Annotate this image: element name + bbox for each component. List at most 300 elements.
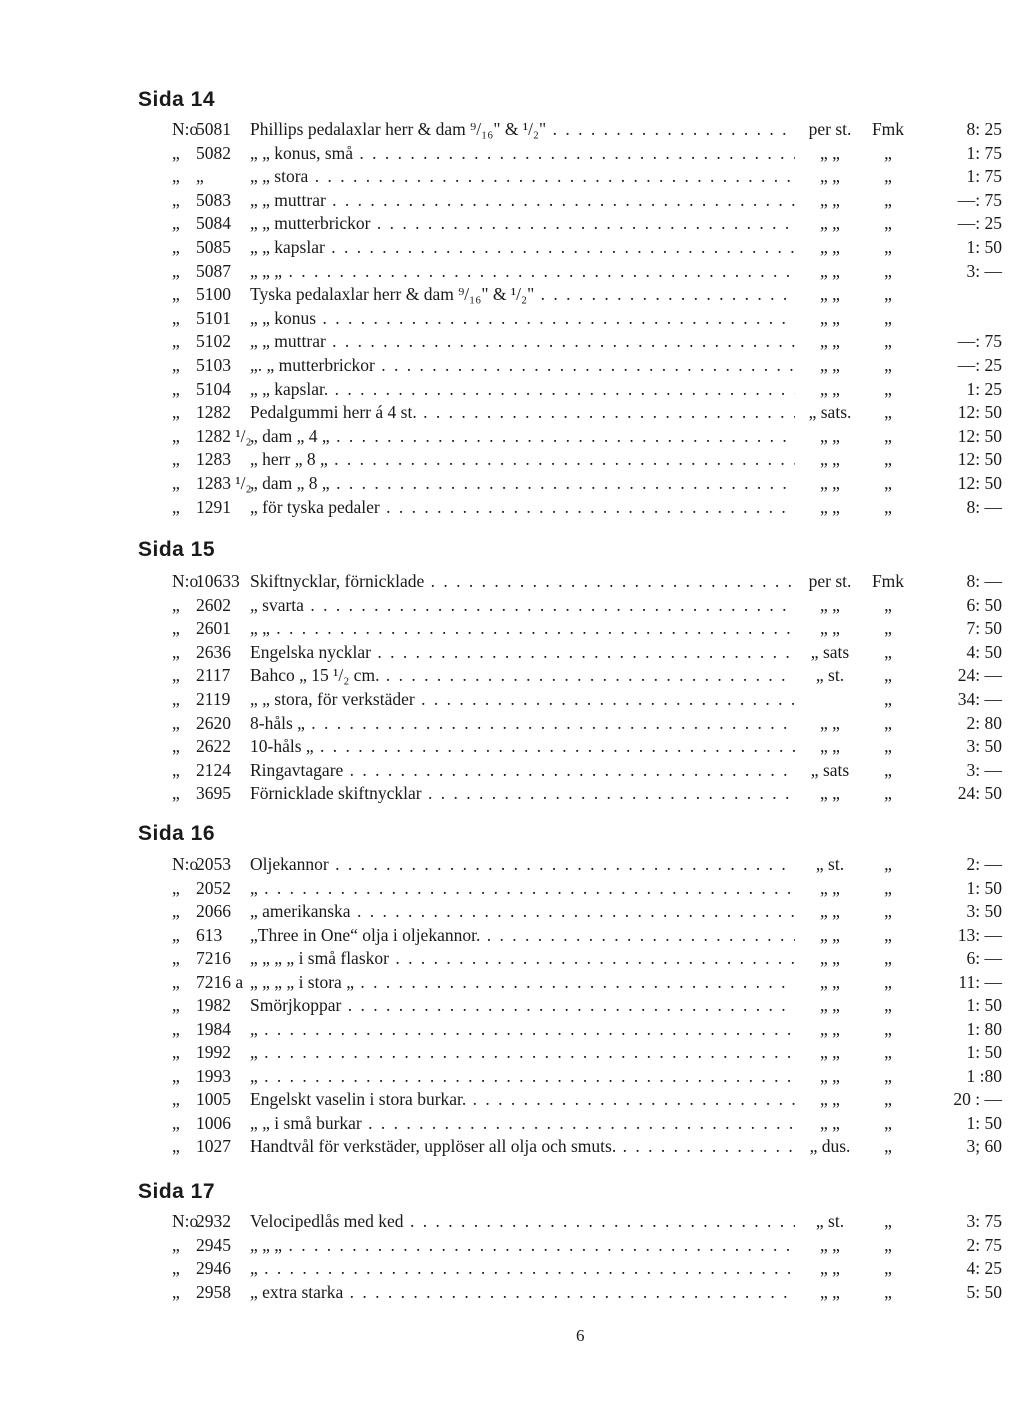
currency: „ (884, 1282, 892, 1302)
item-description: „ herr „ 8 „ . . . (250, 448, 795, 471)
price: 3: — (966, 261, 1002, 281)
row-prefix: „ (172, 379, 180, 399)
currency: „ (884, 713, 892, 733)
currency: „ (884, 854, 892, 874)
currency: „ (884, 972, 892, 992)
currency: „ (884, 995, 892, 1015)
item-description: „ dam „ 8 „ . . . (250, 472, 795, 495)
price: 6: 50 (966, 595, 1002, 615)
price: 1: 75 (966, 166, 1002, 186)
unit: „ „ (820, 284, 840, 304)
currency: „ (884, 261, 892, 281)
row-prefix: „ (172, 166, 180, 186)
row-prefix: „ (172, 783, 180, 803)
price: 1: 50 (966, 995, 1002, 1015)
article-number: 5101 (196, 308, 231, 328)
item-description: Smörjkoppar . . . (250, 994, 795, 1017)
unit: „ sats (810, 642, 850, 662)
currency: „ (884, 595, 892, 615)
article-number: 7216 (196, 948, 231, 968)
row-prefix: „ (172, 665, 180, 685)
unit: „ „ (820, 972, 840, 992)
unit: „ „ (820, 1282, 840, 1302)
unit: „ „ (820, 379, 840, 399)
row-prefix: „ (172, 237, 180, 257)
currency: „ (884, 355, 892, 375)
row-prefix: „ (172, 426, 180, 446)
price-row (0, 425, 1024, 448)
price: 1: 25 (966, 379, 1002, 399)
price-row (0, 664, 1024, 687)
price-row (0, 142, 1024, 165)
row-prefix: „ (172, 331, 180, 351)
currency: „ (884, 1136, 892, 1156)
price: 1: 50 (966, 237, 1002, 257)
unit: „ „ (820, 143, 840, 163)
item-description: „ „ kapslar. . . . (250, 378, 795, 401)
item-description: „ „ „ . . . (250, 1234, 795, 1257)
item-description: Ringavtagare . . . (250, 759, 795, 782)
page-number: 6 (576, 1326, 585, 1345)
unit: „ dus. (809, 1136, 851, 1156)
unit: „ „ (820, 783, 840, 803)
price-row (0, 165, 1024, 188)
row-prefix: „ (172, 190, 180, 210)
article-number: 7216 a (196, 972, 244, 992)
item-description: „ „ „ . . . (250, 260, 795, 283)
row-prefix: „ (172, 308, 180, 328)
price-row (0, 496, 1024, 519)
article-number: 1993 (196, 1066, 231, 1086)
article-number: 5085 (196, 237, 231, 257)
article-number: 2945 (196, 1235, 231, 1255)
item-description: „ . . . (250, 877, 795, 900)
price: —: 75 (957, 331, 1002, 351)
item-description: „ „ muttrar . . . (250, 189, 795, 212)
currency: Fmk (871, 571, 905, 591)
price-row (0, 924, 1024, 947)
row-prefix: „ (172, 1282, 180, 1302)
row-prefix: „ (172, 972, 180, 992)
article-number: 3695 (196, 783, 231, 803)
article-number: 5100 (196, 284, 231, 304)
article-number: 1006 (196, 1113, 231, 1133)
unit: „ „ (820, 713, 840, 733)
unit: „ „ (820, 948, 840, 968)
price-row (0, 594, 1024, 617)
item-description: „ „ stora . . . (250, 165, 795, 188)
row-prefix: „ (172, 901, 180, 921)
price-row (0, 283, 1024, 306)
item-description: „ . . . (250, 1041, 795, 1064)
article-number: 5082 (196, 143, 231, 163)
price-row (0, 1135, 1024, 1158)
unit: „ st. (815, 1211, 845, 1231)
article-number: 1283 (196, 449, 231, 469)
unit: „ st. (815, 854, 845, 874)
article-number: 2066 (196, 901, 231, 921)
unit: „ „ (820, 331, 840, 351)
article-number: 1005 (196, 1089, 231, 1109)
currency: „ (884, 1211, 892, 1231)
section-heading: Sida 15 (138, 538, 216, 561)
row-prefix: „ (172, 925, 180, 945)
unit: „ „ (820, 1042, 840, 1062)
price-row (0, 617, 1024, 640)
unit: „ „ (820, 308, 840, 328)
unit: „ „ (820, 473, 840, 493)
price-row (0, 853, 1024, 876)
row-prefix: „ (172, 689, 180, 709)
unit: „ „ (820, 1089, 840, 1109)
price-row (0, 472, 1024, 495)
price-row (0, 212, 1024, 235)
article-number: 1982 (196, 995, 231, 1015)
unit: „ „ (820, 925, 840, 945)
row-prefix: „ (172, 284, 180, 304)
price: 4: 25 (966, 1258, 1002, 1278)
item-description: Pedalgummi herr á 4 st. . . . (250, 401, 795, 424)
price: 5: 50 (966, 1282, 1002, 1302)
item-description: 8-håls „ . . . (250, 712, 795, 735)
item-description: „ svarta . . . (250, 594, 795, 617)
item-description: „ „ . . . (250, 617, 795, 640)
price: 12: 50 (957, 402, 1002, 422)
article-number: 5083 (196, 190, 231, 210)
currency: „ (884, 689, 892, 709)
item-description: „ „ konus, små . . . (250, 142, 795, 165)
price-row (0, 900, 1024, 923)
article-number: 1027 (196, 1136, 231, 1156)
unit: „ „ (820, 1113, 840, 1133)
currency: „ (884, 1258, 892, 1278)
price-row (0, 782, 1024, 805)
row-prefix: „ (172, 595, 180, 615)
price-row (0, 570, 1024, 593)
article-number: 2958 (196, 1282, 231, 1302)
price-row (0, 330, 1024, 353)
price: 3; 60 (966, 1136, 1002, 1156)
currency: Fmk (871, 119, 905, 139)
price: 2: — (966, 854, 1002, 874)
price: 12: 50 (957, 473, 1002, 493)
currency: „ (884, 497, 892, 517)
row-prefix: „ (172, 1042, 180, 1062)
price: 34: — (957, 689, 1002, 709)
price-row (0, 994, 1024, 1017)
article-number: 5081 (196, 119, 231, 139)
unit: „ „ (820, 213, 840, 233)
item-description: „ extra starka . . . (250, 1281, 795, 1304)
article-number: 1283 ¹/₂ (196, 473, 252, 493)
price-row (0, 688, 1024, 711)
unit: „ „ (820, 237, 840, 257)
price-row (0, 1018, 1024, 1041)
row-prefix: „ (172, 760, 180, 780)
unit: „ st. (815, 665, 845, 685)
article-number: 2601 (196, 618, 231, 638)
price: 3: 50 (966, 901, 1002, 921)
article-number: 2946 (196, 1258, 231, 1278)
price: 1: 50 (966, 1113, 1002, 1133)
unit: „ „ (820, 497, 840, 517)
price-row (0, 1112, 1024, 1135)
unit: „ „ (820, 449, 840, 469)
row-prefix: „ (172, 713, 180, 733)
currency: „ (884, 1113, 892, 1133)
price: 8: — (966, 571, 1002, 591)
row-prefix: „ (172, 1258, 180, 1278)
price: 12: 50 (957, 426, 1002, 446)
item-description: „ „ „ „ i små flaskor . . . (250, 947, 795, 970)
price-row (0, 1257, 1024, 1280)
row-prefix: „ (172, 497, 180, 517)
unit: per st. (808, 119, 852, 139)
currency: „ (884, 948, 892, 968)
item-description: „. „ mutterbrickor . . . (250, 354, 795, 377)
item-description: „ dam „ 4 „ . . . (250, 425, 795, 448)
currency: „ (884, 402, 892, 422)
price: —: 25 (957, 213, 1002, 233)
row-prefix: „ (172, 1235, 180, 1255)
article-number: 2053 (196, 854, 231, 874)
article-number: 1282 ¹/₂ (196, 426, 252, 446)
price-row (0, 260, 1024, 283)
currency: „ (884, 1235, 892, 1255)
unit: „ „ (820, 261, 840, 281)
currency: „ (884, 284, 892, 304)
unit: „ „ (820, 995, 840, 1015)
currency: „ (884, 331, 892, 351)
unit: „ „ (820, 901, 840, 921)
row-prefix: N:o (172, 119, 199, 139)
article-number: 2117 (196, 665, 231, 685)
unit: „ „ (820, 595, 840, 615)
price-row (0, 307, 1024, 330)
item-description: Oljekannor . . . (250, 853, 795, 876)
unit: „ „ (820, 736, 840, 756)
currency: „ (884, 449, 892, 469)
currency: „ (884, 143, 892, 163)
price: 4: 50 (966, 642, 1002, 662)
row-prefix: „ (172, 143, 180, 163)
price-row (0, 641, 1024, 664)
price: 1: 75 (966, 143, 1002, 163)
price-row (0, 118, 1024, 141)
row-prefix: „ (172, 473, 180, 493)
price: 1 :80 (966, 1066, 1002, 1086)
currency: „ (884, 1019, 892, 1039)
item-description: „ „ stora, för verkstäder . . . (250, 688, 795, 711)
item-description: „ för tyska pedaler . . . (250, 496, 795, 519)
item-description: Tyska pedalaxlar herr & dam ⁹/₁₆" & ¹/₂" . . . (250, 283, 795, 306)
price-row (0, 354, 1024, 377)
article-number: 5103 (196, 355, 231, 375)
price: 11: — (958, 972, 1002, 992)
currency: „ (884, 901, 892, 921)
price-row (0, 236, 1024, 259)
unit: „ „ (820, 1066, 840, 1086)
item-description: „ „ mutterbrickor . . . (250, 212, 795, 235)
price: 24: 50 (957, 783, 1002, 803)
currency: „ (884, 237, 892, 257)
price-row (0, 1234, 1024, 1257)
price: 7: 50 (966, 618, 1002, 638)
article-number: 2636 (196, 642, 231, 662)
price: 6: — (966, 948, 1002, 968)
section-heading: Sida 16 (138, 822, 216, 845)
row-prefix: „ (172, 618, 180, 638)
unit: „ „ (820, 1235, 840, 1255)
currency: „ (884, 665, 892, 685)
currency: „ (884, 642, 892, 662)
price-row (0, 1210, 1024, 1233)
price-row (0, 401, 1024, 424)
price-row (0, 1041, 1024, 1064)
price-row (0, 759, 1024, 782)
row-prefix: „ (172, 995, 180, 1015)
price: 1: 50 (966, 878, 1002, 898)
price: 20 : — (953, 1089, 1002, 1109)
price: 3: 50 (966, 736, 1002, 756)
item-description: „ „ muttrar . . . (250, 330, 795, 353)
price-row (0, 448, 1024, 471)
row-prefix: „ (172, 1136, 180, 1156)
item-description: Velocipedlås med ked . . . (250, 1210, 795, 1233)
currency: „ (884, 925, 892, 945)
price: —: 25 (957, 355, 1002, 375)
article-number: 10633 (196, 571, 240, 591)
item-description: „ „ kapslar . . . (250, 236, 795, 259)
price-row (0, 712, 1024, 735)
article-number: 2602 (196, 595, 231, 615)
row-prefix: „ (172, 736, 180, 756)
unit: „ „ (820, 1258, 840, 1278)
price-row (0, 971, 1024, 994)
unit: „ „ (820, 618, 840, 638)
article-number: 2052 (196, 878, 231, 898)
article-number: 1282 (196, 402, 231, 422)
currency: „ (884, 379, 892, 399)
currency: „ (884, 1042, 892, 1062)
price: 8: — (966, 497, 1002, 517)
row-prefix: „ (172, 261, 180, 281)
item-description: 10-håls „ . . . (250, 735, 795, 758)
row-prefix: „ (172, 1066, 180, 1086)
currency: „ (884, 213, 892, 233)
currency: „ (884, 1089, 892, 1109)
price: 2: 80 (966, 713, 1002, 733)
article-number: 5087 (196, 261, 231, 281)
price-row (0, 1281, 1024, 1304)
item-description: „Three in One“ olja i oljekannor. . . . (250, 924, 795, 947)
item-description: „ . . . (250, 1018, 795, 1041)
row-prefix: „ (172, 213, 180, 233)
unit: „ „ (820, 190, 840, 210)
row-prefix: N:o (172, 854, 199, 874)
article-number: 1992 (196, 1042, 231, 1062)
item-description: Bahco „ 15 ¹/₂ cm. . . . (250, 664, 795, 687)
item-description: „ . . . (250, 1257, 795, 1280)
unit: „ sats. (808, 402, 852, 422)
item-description: Engelskt vaselin i stora burkar. . . . (250, 1088, 795, 1111)
unit: „ „ (820, 426, 840, 446)
row-prefix: „ (172, 948, 180, 968)
unit: „ „ (820, 166, 840, 186)
price: 24: — (957, 665, 1002, 685)
row-prefix: „ (172, 1089, 180, 1109)
price: 8: 25 (966, 119, 1002, 139)
item-description: „ „ „ „ i stora „ . . . (250, 971, 795, 994)
unit: „ „ (820, 878, 840, 898)
currency: „ (884, 308, 892, 328)
article-number: 2119 (196, 689, 231, 709)
currency: „ (884, 473, 892, 493)
article-number: 5102 (196, 331, 231, 351)
price-row (0, 1065, 1024, 1088)
section-heading: Sida 14 (138, 88, 216, 111)
item-description: Engelska nycklar . . . (250, 641, 795, 664)
currency: „ (884, 190, 892, 210)
price: 1: 50 (966, 1042, 1002, 1062)
article-number: 2932 (196, 1211, 231, 1231)
currency: „ (884, 878, 892, 898)
price: 1: 80 (966, 1019, 1002, 1039)
article-number: 1984 (196, 1019, 231, 1039)
currency: „ (884, 426, 892, 446)
article-number: „ (196, 166, 204, 186)
row-prefix: „ (172, 1019, 180, 1039)
currency: „ (884, 166, 892, 186)
article-number: 2620 (196, 713, 231, 733)
unit: „ „ (820, 355, 840, 375)
price-row (0, 877, 1024, 900)
item-description: „ „ konus . . . (250, 307, 795, 330)
item-description: „ „ i små burkar . . . (250, 1112, 795, 1135)
price: 3: — (966, 760, 1002, 780)
row-prefix: „ (172, 642, 180, 662)
unit: „ sats (810, 760, 850, 780)
price-row (0, 378, 1024, 401)
article-number: 5104 (196, 379, 231, 399)
price-row (0, 947, 1024, 970)
unit: „ „ (820, 1019, 840, 1039)
item-description: „ . . . (250, 1065, 795, 1088)
article-number: 613 (196, 925, 223, 945)
price: 12: 50 (957, 449, 1002, 469)
currency: „ (884, 1066, 892, 1086)
row-prefix: N:o (172, 1211, 199, 1231)
row-prefix: „ (172, 1113, 180, 1133)
article-number: 5084 (196, 213, 231, 233)
item-description: „ amerikanska . . . (250, 900, 795, 923)
row-prefix: N:o (172, 571, 199, 591)
currency: „ (884, 736, 892, 756)
item-description: Skiftnycklar, förnicklade . . . (250, 570, 795, 593)
article-number: 2124 (196, 760, 231, 780)
row-prefix: „ (172, 402, 180, 422)
price-row (0, 1088, 1024, 1111)
article-number: 1291 (196, 497, 231, 517)
item-description: Phillips pedalaxlar herr & dam ⁹/₁₆" & ¹/₂" . . . (250, 118, 795, 141)
row-prefix: „ (172, 878, 180, 898)
currency: „ (884, 760, 892, 780)
row-prefix: „ (172, 355, 180, 375)
item-description: Förnicklade skiftnycklar . . . (250, 782, 795, 805)
article-number: 2622 (196, 736, 231, 756)
price: 13: — (957, 925, 1002, 945)
currency: „ (884, 783, 892, 803)
